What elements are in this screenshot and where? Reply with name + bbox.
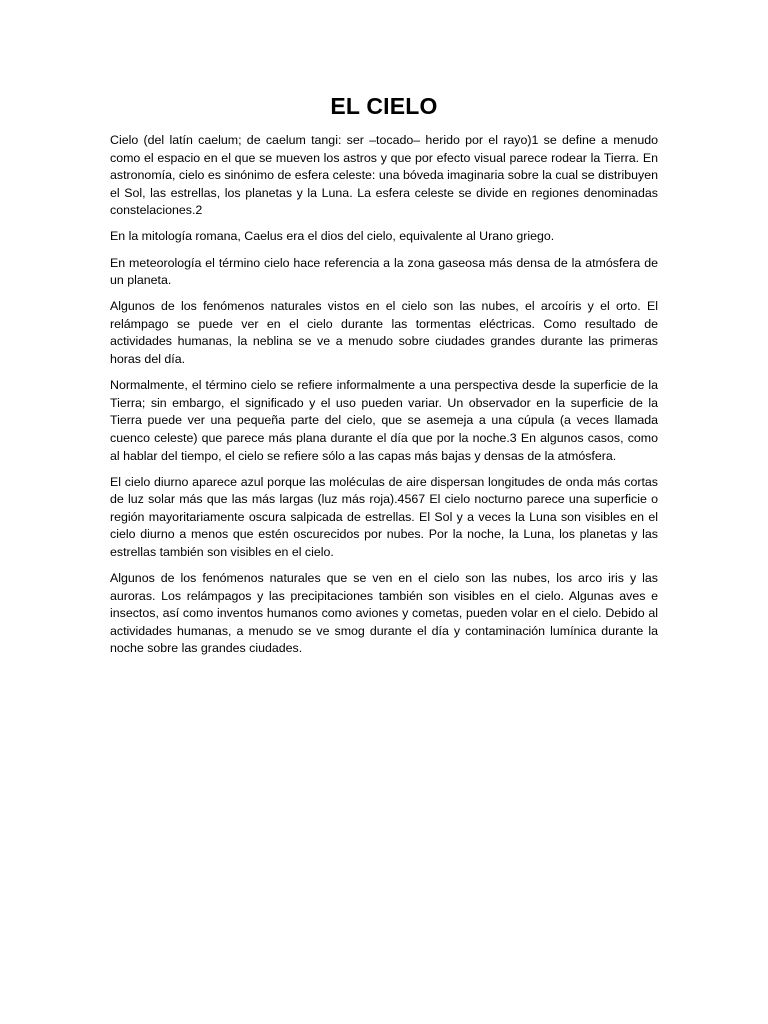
document-title: EL CIELO (330, 93, 438, 119)
paragraph-phenomena: Algunos de los fenómenos naturales vistos en el cielo son las nubes, el arcoíris y el orto. El relámpago se puede ver en el cielo durante las tormentas eléctricas. Como resultado de actividades humanas, la neblina se ve a menudo sobre ciudades grandes durante las primeras horas del día. (110, 299, 658, 367)
paragraph-mythology: En la mitología romana, Caelus era el dios del cielo, equivalente al Urano griego. (110, 229, 555, 244)
paragraph-definition: Cielo (del latín caelum; de caelum tangi: ser –tocado– herido por el rayo)1 se define a menudo como el espacio en el que se mueven los astros y que por efecto visual parece rodear la Tierra. En astronomía, cielo es sinónimo de esfera celeste: una bóveda imaginaria sobre la cual se distribuyen el Sol, las estrellas, los planetas y la Luna. La esfera celeste se divide en regiones denominadas constelaciones.2 (110, 133, 658, 218)
paragraph-meteorology: En meteorología el término cielo hace referencia a la zona gaseosa más densa de la atmósfera de un planeta. (110, 255, 658, 288)
paragraph-natural-phenomena: Algunos de los fenómenos naturales que se ven en el cielo son las nubes, los arco iris y las auroras. Los relámpagos y las precipitaciones también son visibles en el cielo. Algunas aves e insectos, así como inventos humanos como aviones y cometas, pueden volar en el cielo. Debido al actividades humanas, a menudo se ve smog durante el día y contaminación lumínica durante la noche sobre las grandes ciudades. (110, 571, 658, 656)
paragraph-day-night-sky: El cielo diurno aparece azul porque las moléculas de aire dispersan longitudes de onda más cortas de luz solar más que las más largas (luz más roja).4567 El cielo nocturno parece una superficie o región mayoritariamente oscura salpicada de estrellas. El Sol y a veces la Luna son visibles en el cielo diurno a menos que estén oscurecidos por nubes. Por la noche, la Luna, los planetas y las estrellas también son visibles en el cielo. (110, 474, 658, 559)
paragraph-perspective: Normalmente, el término cielo se refiere informalmente a una perspectiva desde la superficie de la Tierra; sin embargo, el significado y el uso pueden variar. Un observador en la superficie de la Tierra puede ver una pequeña parte del cielo, que se asemeja a una cúpula (a veces llamada cuenco celeste) que parece más plana durante el día que por la noche.3 En algunos casos, como al hablar del tiempo, el cielo se refiere sólo a las capas más bajas y densas de la atmósfera. (110, 378, 658, 463)
